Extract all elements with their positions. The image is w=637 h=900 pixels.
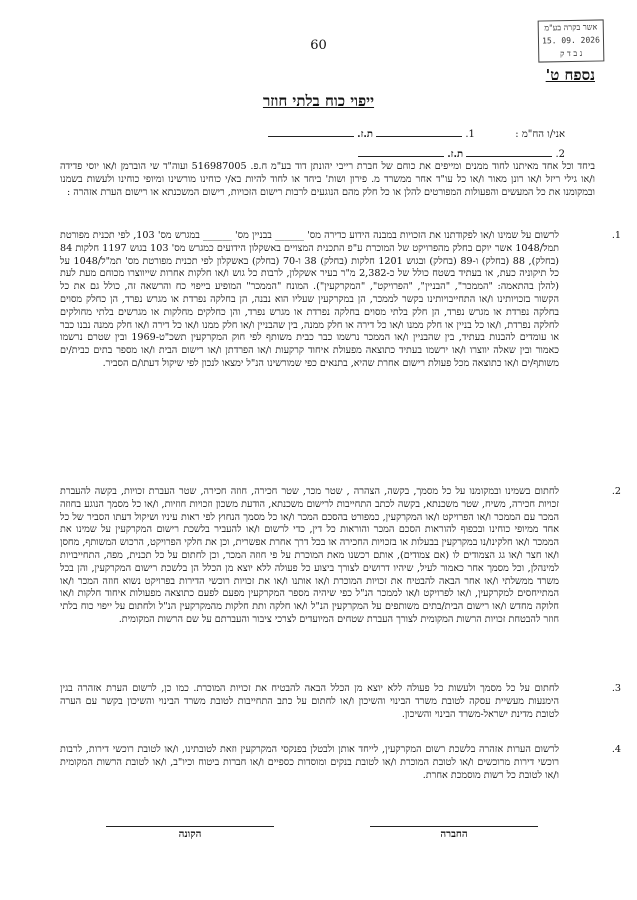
signers-intro: אני/ו הח"מ : [515,129,565,140]
signer-id-label: ת.ז. [357,129,373,140]
company-signature-label: החברה [440,829,468,840]
signer-number: 1. [465,129,475,140]
page-number: 60 [310,38,327,53]
clause-number: 3. [611,683,621,694]
buyer-signature-label: הקונה [178,829,202,840]
clause-text: לחתום בשמינו ובמקומנו על כל מסמך, בקשה, הצהרה , שטר מכר, שטר חכירה, חוזה חכירה, שטר העברת זכויות, בקשה להעברת זכויות חכירה, משיח, שטר משכנתא, בקשה לכתב התחייבות לרישום משכנתא, הודעת משכון וזכויות חוזיות, ו/או כל מסמך הנוגע בחוזה המכר עם הממכר ו/או הפרויקט ו/או המקרקעין, כמפורט בהסכם המכר ו/או כל מסמך הנחוץ לפי ראות עיניו ושיקול דעתו הסביר של כל אחד ממיופי כוחינו ובכפוף להוראות הסכם המכר והוראות כל דין, כדי לרשום ו/או להעביר בלשכת רישום המקרקעין על שמינו את הממכר ו/או חלקינו/נו במקרקעין בבעלות או בזכויות החכירה או בכל דרך אחרת אפשרית, וכן את חלקי הפרויקט, הרכוש המשותף, מחסן ו/או חצר ו/או גג הצמודים לו (אם צמודים), אותם רכשנו מאת המוכרת על פי חוזה המכר, וכן לחתום על כל תכנית, מפה, התחייבויות למינהלן, וכל מסמך אחר כאמור לעיל, שיהיו דרושים לצורך ביצוע כל פעולה ללא יוצא מן הכלל הן בלשכת רישום המקרקעין, והן בכל משרד ממשלתי ו/או אחר הבאה להבטיח את זכויות המוכרת ו/או אותנו ו/או את זכויות רוכשי הדירות בפרויקט נשוא חוזה המכר ו/או המתייחסים למקרקעין, ו/או לפרויקט ו/או לממכר הנ"ל כפי שיהיה מספר המקרקעין מפעם לפעם כתוצאה מפעולות איחוד חלקות ו/או חלוקה מחדש ו/או רישום הבית/בתים משותפים על המקרקעין הנ"ל ו/או חלקה ותת חלקות מהמקרקעין הנ"ל ולחתום על ייפוי כוח בלתי חוזר להבטחת זכויות הרשות המקומית לצורך העברת שטחים המיועדים לצרכי ציבור והעברתם על שם הרשות המקומית. [60,486,559,625]
clause-number: 1. [611,230,621,241]
signer-id-line [358,147,444,157]
signer-number: 2. [555,149,565,160]
signer-row-1 [268,127,565,140]
signer-name-line [466,147,552,157]
clause-number: 4. [611,744,621,755]
clause-number: 2. [611,486,621,497]
clause-text: לרשום על שמינו ו/או לפקודתנו את הזכויות במבנה הידוע כדירה מס' ______ בבניין מס' ______ במגרש מס' 103, לפי תכנית מפורטת תמל/1048 אשר יוקם בחלק מהפרויקט של המוכרת ע"פ התכנית המצויים באשקלון הידועים כמגרש מס' 103 בגוש 1197 חלקות 84 (בחלק), 88 (בחלק) ו-89 (בחלק) ובגוש 1201 חלקות (בחלק) 38 ו-70 (בחלק) באשקלון לפי תכנית מפורטת מס' תמ"ל/1048 על כל תיקוניה כעת, או בעתיד בשטח כולל של כ-2,382 מ"ר בעיר אשקלון, לרבות כל גוש ו/או חלקות אחרות שייווצרו מכוחם מעת לעת (להלן בהתאמה: "הממכר", "הבניין", "הפרויקט", "המקרקעין"). המונח "הממכר" המופיע בייפוי כח והרשאה זה, כולל גם את כל הקשור בזכויותינו ו/או התחייבויותינו בקשר לממכר, הן במקרקעין שעליו הוא נבנה, הן בחלקה נפרדת או מגרש נפרד, הן כחלק מסוים בחלקה נפרדת או מגרש נפרד, הן חלק בלתי מסוים בחלקה נפרדת או מגרש נפרד, והן כחלקים מחלקות או מגרשים בלתי מחולקים לחלקה נפרדת, ו/או כל בניין או חלק ממנו ו/או כל דירה או חלק ממנה, בין שהבניין ו/או חלק ממנו ו/או כל דירה ו/או חלק ממנה נבנו כבר או עומדים להבנות בעתיד, בין שהבניין ו/או הממכר נרשמו כבר כבית משותף לפי חוק המקרקעין תשכ"ט-1969 ובין שטרם נרשמו כאמור ובין שאלה יווצרו ו/או ירשמו בעתיד כתוצאה מפעולת איחוד קרקעות ו/או הפרדתן ו/או רישום הבית ו/או מספר בתים כבית/ים משותף/ים ו/או כתוצאה מכל פעולת רישום אחרת שהיא, בתנאים כפי שמורשינו הנ"ל ימצאו לנכון לפי שיקול דעתו/ם הסביר. [60,230,560,369]
clause-3 [60,683,621,721]
intro-paragraph: ביחד וכל אחד מאיתנו לחוד ממנים ומייפים את כוחם של חברת רייבי יהונתן דוד בע"מ ח.פ. 516987005 ועוה"ד שי הוברמן ו/או יוסי פדידה ו/או גילי ריזל ו/או רונן מאור ו/או כל עו"ד אחר ממשרד מ. פירון ושות' ביחד או לחוד להיות בא/י כוחינו מורשינו ומיופי כוחינו ולעשות בשמנו ובמקומנו את כל המעשים והפעולות המפורטים להלן או כל חלק מהם הנוגעים לרבות רישום הזכויות, רישום המשכנתא או רישום הערת אזהרה : [60,161,595,198]
signer-id-line [268,127,354,137]
clause-2 [60,486,621,627]
clause-1 [60,230,621,371]
clause-text: לרשום הערות אזהרה בלשכת רשום המקרקעין, לייחד אותן ולבטלן בפנקסי המקרקעין וזאת לטובתינו, ו/או לטובת רוכשי דירות, לרבות רוכשי דירות מרוכשים ו/או לטובת המוכרת ו/או לטובת בנקים ומוסדות כספיים ו/או חברות ביטוח וכיו"ב, ו/או לטובת הרשות המקומית ו/או לטובת כל רשות מוסמכת אחרת. [60,744,559,781]
clause-4 [60,744,621,782]
buyer-signature-line [106,826,274,827]
signer-id-label: ת.ז. [447,149,464,160]
approval-stamp [538,19,605,62]
stamp-date: 15. 09. 2026 [542,35,600,46]
stamp-company: אשר בקרה בע"מ [544,22,598,33]
annex-label: נספח ט' [545,66,595,84]
signer-row-2 [358,147,565,160]
clause-text: לחתום על כל מסמך ולעשות כל פעולה ללא יוצא מן הכלל הבאה להבטיח את זכויות המוכרת. כמו כן, לרשום הערת אזהרה בגין הימנעות מעשיית עסקה לטובת משרד הבינוי והשיכון ו/או לחתום על כתב התחייבות לטובת משרד הבינוי והשיכון בקשר עם הערה לטובת מדינת ישראל-משרד הבינוי והשיכון. [60,683,559,720]
company-signature-line [370,826,538,827]
stamp-checked: נ ב ד ק [560,48,583,59]
document-title: ייפוי כוח בלתי חוזר [262,92,375,110]
signer-name-line [376,127,462,137]
